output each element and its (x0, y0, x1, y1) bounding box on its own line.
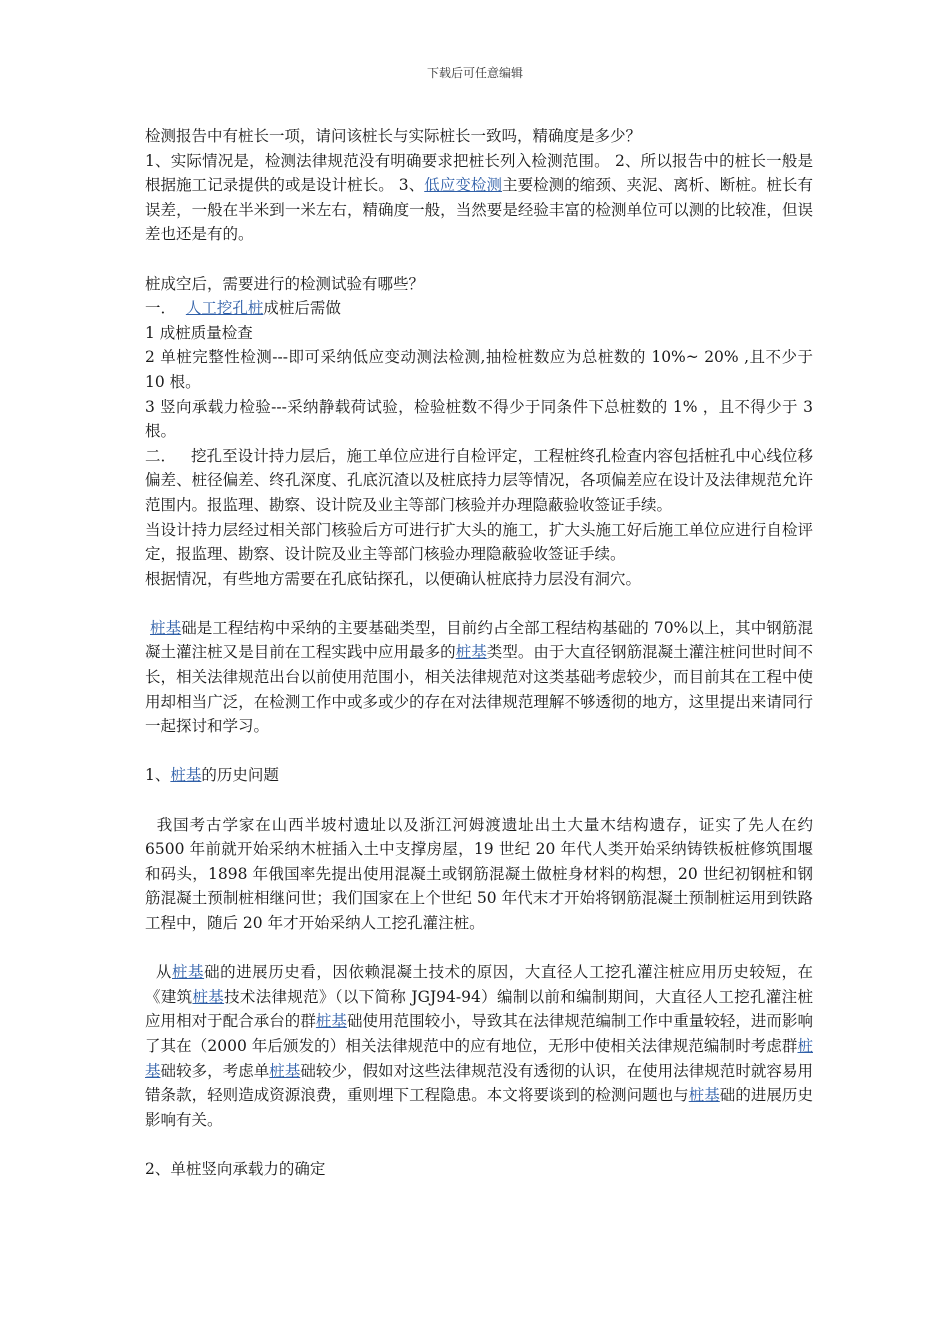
text-segment: 3 竖向承载力检验---采纳静载荷试验，检验桩数不得少于同条件下总桩数的 1% ，且不得少于 3 根。 (145, 397, 813, 441)
answer-paragraph (145, 149, 813, 247)
text-segment: 二． 挖孔至设计持力层后，施工单位应进行自检评定，工程桩终孔检查内容包括桩孔中心线位移偏差、桩径偏差、终孔深度、孔底沉渣以及桩底持力层等情况，各项偏差应在设计及法律规范允许范围内。报监理、勘察、设计院及业主等部门核验并办理隐蔽验收签证手续。 (145, 446, 813, 514)
text-segment: 1 成桩质量检查 (145, 323, 253, 342)
text-segment: 1、实际情况是，检测法律规范没有明确要求把桩长列入检测范围。 2、所以报告中的桩长一般是根据施工记录提供的或是设计桩长。 3、 (145, 151, 813, 195)
link-low-strain-test[interactable]: 低应变检测 (424, 176, 503, 195)
link-pile-foundation[interactable]: 桩基 (170, 766, 202, 785)
text-segment: 2 单桩完整性检测---即可采纳低应变动测法检测,抽检桩数应为总桩数的 10%~ 20% ,且不少于 10 根。 (145, 348, 813, 391)
document-body (145, 124, 818, 1182)
question-paragraph (145, 272, 813, 297)
list-item (145, 345, 813, 394)
text-segment: 类型。由于大直径钢筋混凝土灌注桩问世时间不长，相关法律规范出台以前使用范围小，相关法律规范对这类基础考虑较少，而目前其在工程中使用却相当广泛，在检测工作中或多或少的存在对法律规范理解不够透彻的地方，这里提出来请同行一起探讨和学习。 (145, 643, 813, 736)
body-paragraph (145, 960, 813, 1132)
body-paragraph (145, 813, 818, 936)
question-paragraph (145, 124, 813, 149)
section-heading (145, 763, 813, 788)
text-segment: 2、单桩竖向承载力的确定 (145, 1159, 326, 1178)
body-paragraph (145, 518, 813, 567)
link-pile-foundation[interactable]: 桩基 (150, 618, 182, 637)
text-segment: 1、 (145, 766, 171, 785)
link-pile-foundation[interactable]: 桩基 (171, 963, 205, 982)
text-segment: 础的进展历史看，因依赖混凝土技术的原因，大直径人工挖孔灌注桩应用历史较短，在《建筑 (145, 963, 813, 1006)
list-item (145, 395, 813, 444)
body-paragraph (145, 567, 813, 592)
text-segment: 我国考古学家在山西半坡村遗址以及浙江河姆渡遗址出土大量木结构遗存，证实了先人在约 6500 年前就开始采纳木桩插入土中支撑房屋，19 世纪 20 年代人类开始采纳铸铁板桩修筑围堰和码头，1898 年俄国率先提出使用混凝土或钢筋混凝土做桩身材料的构想，20 世纪初钢桩和钢筋混凝土预制桩相继问世；我们国家在上个世纪 50 年代末才开始将钢筋混凝土预制桩运用到铁路工程中，随后 20 年才开始采纳人工挖孔灌注桩。 (145, 815, 818, 932)
text-segment: 础使用范围较小，导致其在法律规范编制工作中重量较轻，进而影响了其在（2000 年后颁发的）相关法律规范中的应有地位，无形中使相关法律规范编制时考虑群 (145, 1012, 813, 1055)
text-segment: 成桩后需做 (263, 299, 341, 318)
text-segment: 的历史问题 (201, 766, 279, 785)
list-item (145, 321, 813, 346)
text-segment: 检测报告中有桩长一项，请问该桩长与实际桩长一致吗，精确度是多少？ (145, 127, 642, 145)
link-pile-foundation[interactable]: 桩基 (145, 1036, 813, 1080)
link-pile-foundation[interactable]: 桩基 (688, 1086, 720, 1105)
text-segment: 一． (145, 299, 186, 318)
link-pile-foundation[interactable]: 桩基 (192, 987, 225, 1006)
list-heading (145, 296, 813, 321)
section-heading (145, 1157, 813, 1182)
text-segment: 础的进展历史影响有关。 (145, 1086, 813, 1129)
text-segment: 桩成空后，需要进行的检测试验有哪些？ (145, 274, 425, 293)
link-pile-foundation[interactable]: 桩基 (269, 1061, 301, 1080)
link-pile-foundation[interactable]: 桩基 (455, 643, 487, 662)
text-segment: 根据情况，有些地方需要在孔底钻探孔，以便确认桩底持力层没有洞穴。 (145, 569, 642, 588)
text-segment: 础是工程结构中采纳的主要基础类型，目前约占全部工程结构基础的 70%以上，其中钢筋混凝土灌注桩又是目前在工程实践中应用最多的 (145, 618, 813, 662)
link-pile-foundation[interactable]: 桩基 (315, 1012, 347, 1031)
link-manual-dug-pile[interactable]: 人工挖孔桩 (185, 299, 264, 318)
body-paragraph (145, 616, 813, 739)
text-segment: 础较少，假如对这些法律规范没有透彻的认识，在使用法律规范时就容易用错条款，轻则造成资源浪费，重则埋下工程隐患。本文将要谈到的检测问题也与 (145, 1061, 813, 1105)
text-segment: 从 (145, 963, 172, 982)
text-segment: 主要检测的缩颈、夹泥、离析、断桩。桩长有误差，一般在半米到一米左右，精确度一般，当然要是经验丰富的检测单位可以测的比较准，但误差也还是有的。 (145, 176, 813, 244)
page-header: 下载后可任意编辑 (426, 66, 523, 80)
text-segment: 技术法律规范》（以下简称 JGJ94-94）编制以前和编制期间，大直径人工挖孔灌注桩应用相对于配合承台的群 (145, 987, 813, 1031)
text-segment: 当设计持力层经过相关部门核验后方可进行扩大头的施工，扩大头施工好后施工单位应进行自检评定，报监理、勘察、设计院及业主等部门核验办理隐蔽验收签证手续。 (145, 520, 813, 564)
list-heading (145, 444, 813, 518)
text-segment: 础较多，考虑单 (160, 1061, 270, 1080)
